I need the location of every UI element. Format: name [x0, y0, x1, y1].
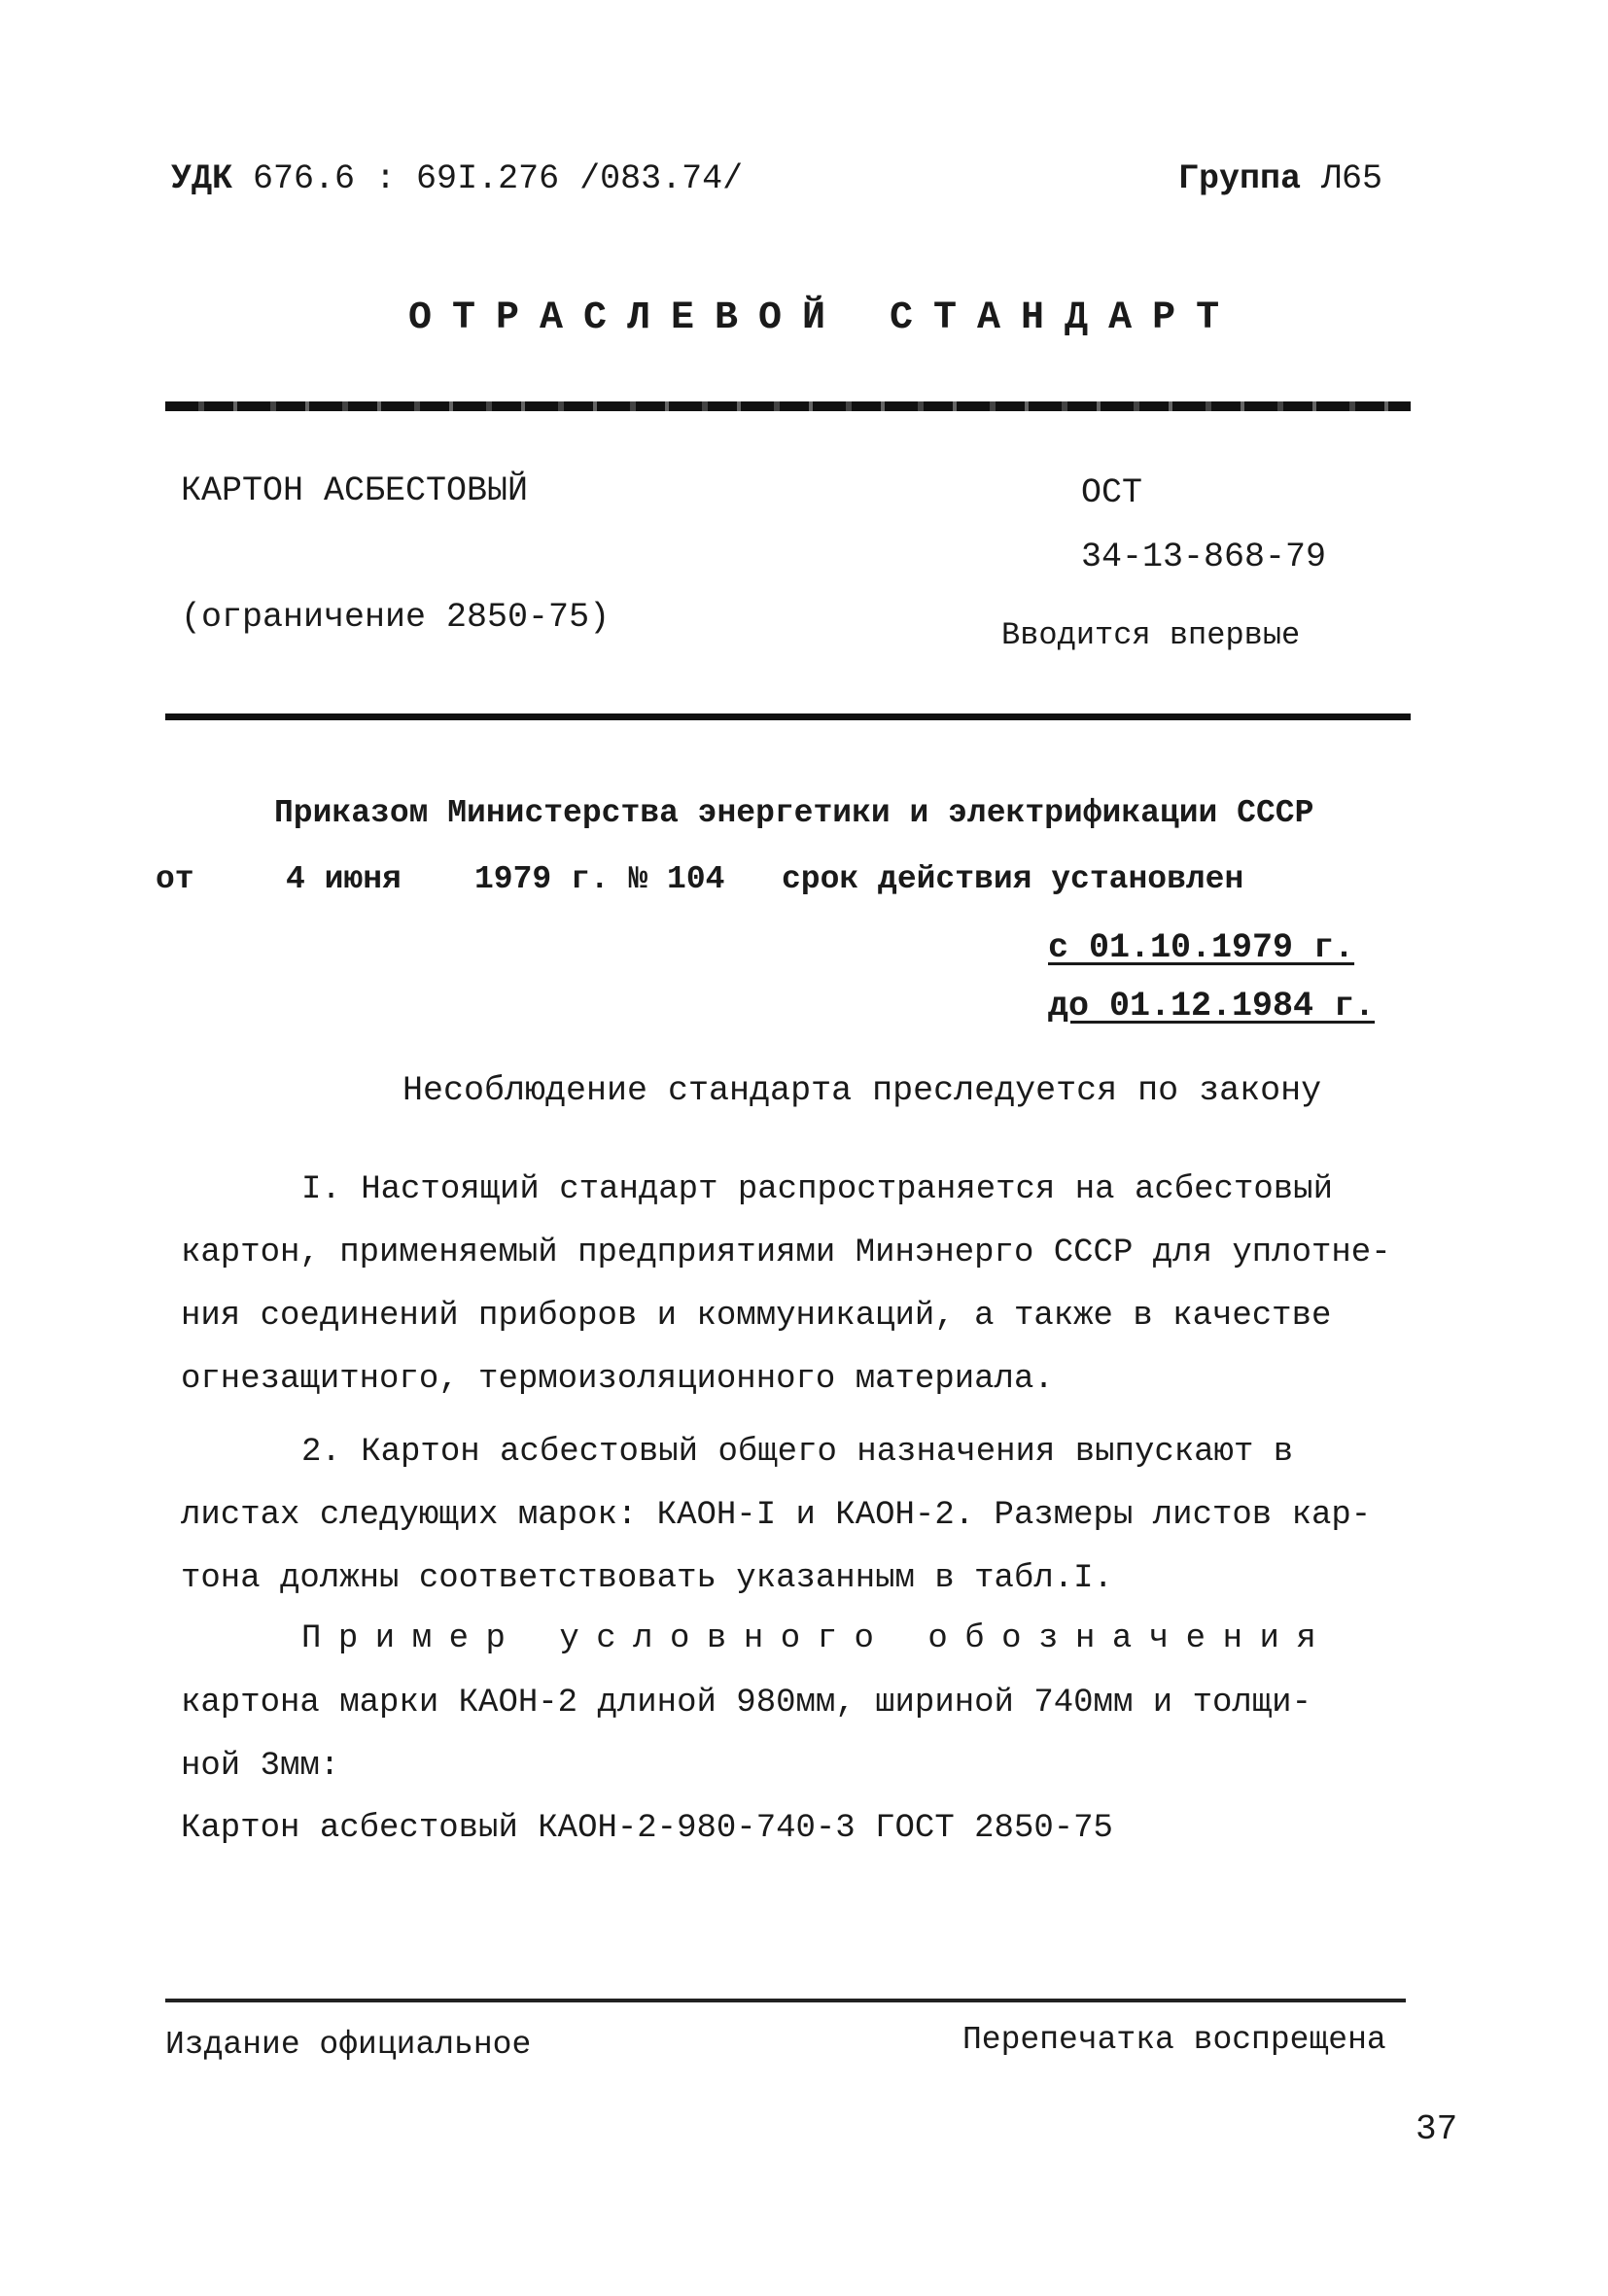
ost-label: ОСТ: [1081, 473, 1143, 512]
paragraph-2-line: листах следующих марок: КАОН-I и КАОН-2. Размеры листов кар-: [181, 1497, 1372, 1534]
paragraph-1-line: огнезащитного, термоизоляционного материала.: [181, 1361, 1054, 1398]
paragraph-1: [181, 1159, 1416, 1411]
footer-reprint-notice: Перепечатка воспрещена: [962, 2022, 1386, 2058]
product-restriction: (ограничение 2850-75): [181, 598, 611, 637]
order-day: 4 июня: [286, 861, 402, 897]
paragraph-1-line: ния соединений приборов и коммуникаций, а также в качестве: [181, 1298, 1332, 1335]
paragraph-2-line: 2. Картон асбестовый общего назначения выпускают в: [301, 1434, 1294, 1471]
intro-note: Вводится впервые: [1001, 617, 1301, 653]
product-name: КАРТОН АСБЕСТОВЫЙ: [181, 471, 529, 510]
udk-code: [171, 159, 743, 198]
validity-to: до 01.12.1984 г.: [1048, 987, 1376, 1026]
example-line: ной 3мм:: [181, 1748, 340, 1785]
udk-label: УДК: [171, 159, 233, 198]
order-term: срок действия установлен: [782, 861, 1244, 897]
document-title: ОТРАСЛЕВОЙ СТАНДАРТ: [408, 296, 1241, 340]
validity-from: с 01.10.1979 г.: [1048, 928, 1355, 967]
order-from-label: от: [156, 861, 194, 897]
group-value: Л65: [1321, 159, 1383, 198]
order-line: Приказом Министерства энергетики и электрификации СССР: [274, 795, 1314, 831]
paragraph-1-line: I. Настоящий стандарт распространяется на асбестовый: [301, 1171, 1333, 1208]
example-designation: Картон асбестовый КАОН-2-980-740-3 ГОСТ 2850-75: [181, 1810, 1113, 1847]
example-line: картона марки КАОН-2 длиной 980мм, шириной 740мм и толщи-: [181, 1685, 1311, 1722]
group-code: [1178, 159, 1382, 198]
ost-number: 34-13-868-79: [1081, 538, 1327, 576]
paragraph-2: [181, 1421, 1416, 1611]
footer-divider: [165, 1999, 1406, 2002]
footer-official-edition: Издание официальное: [165, 2027, 532, 2063]
top-divider: [165, 401, 1411, 411]
page-number: 37: [1416, 2109, 1458, 2149]
law-notice: Несоблюдение стандарта преследуется по закону: [402, 1071, 1322, 1110]
order-year-number: 1979 г. № 104: [474, 861, 725, 897]
group-label: Группа: [1178, 159, 1302, 198]
paragraph-2-line: тона должны соответствовать указанным в табл.I.: [181, 1560, 1113, 1597]
example-heading: Пример условного обозначения: [301, 1620, 1334, 1657]
udk-value: 676.6 : 69I.276 /083.74/: [253, 159, 744, 198]
middle-divider: [165, 713, 1411, 720]
paragraph-1-line: картон, применяемый предприятиями Минэнерго СССР для уплотне-: [181, 1235, 1391, 1271]
